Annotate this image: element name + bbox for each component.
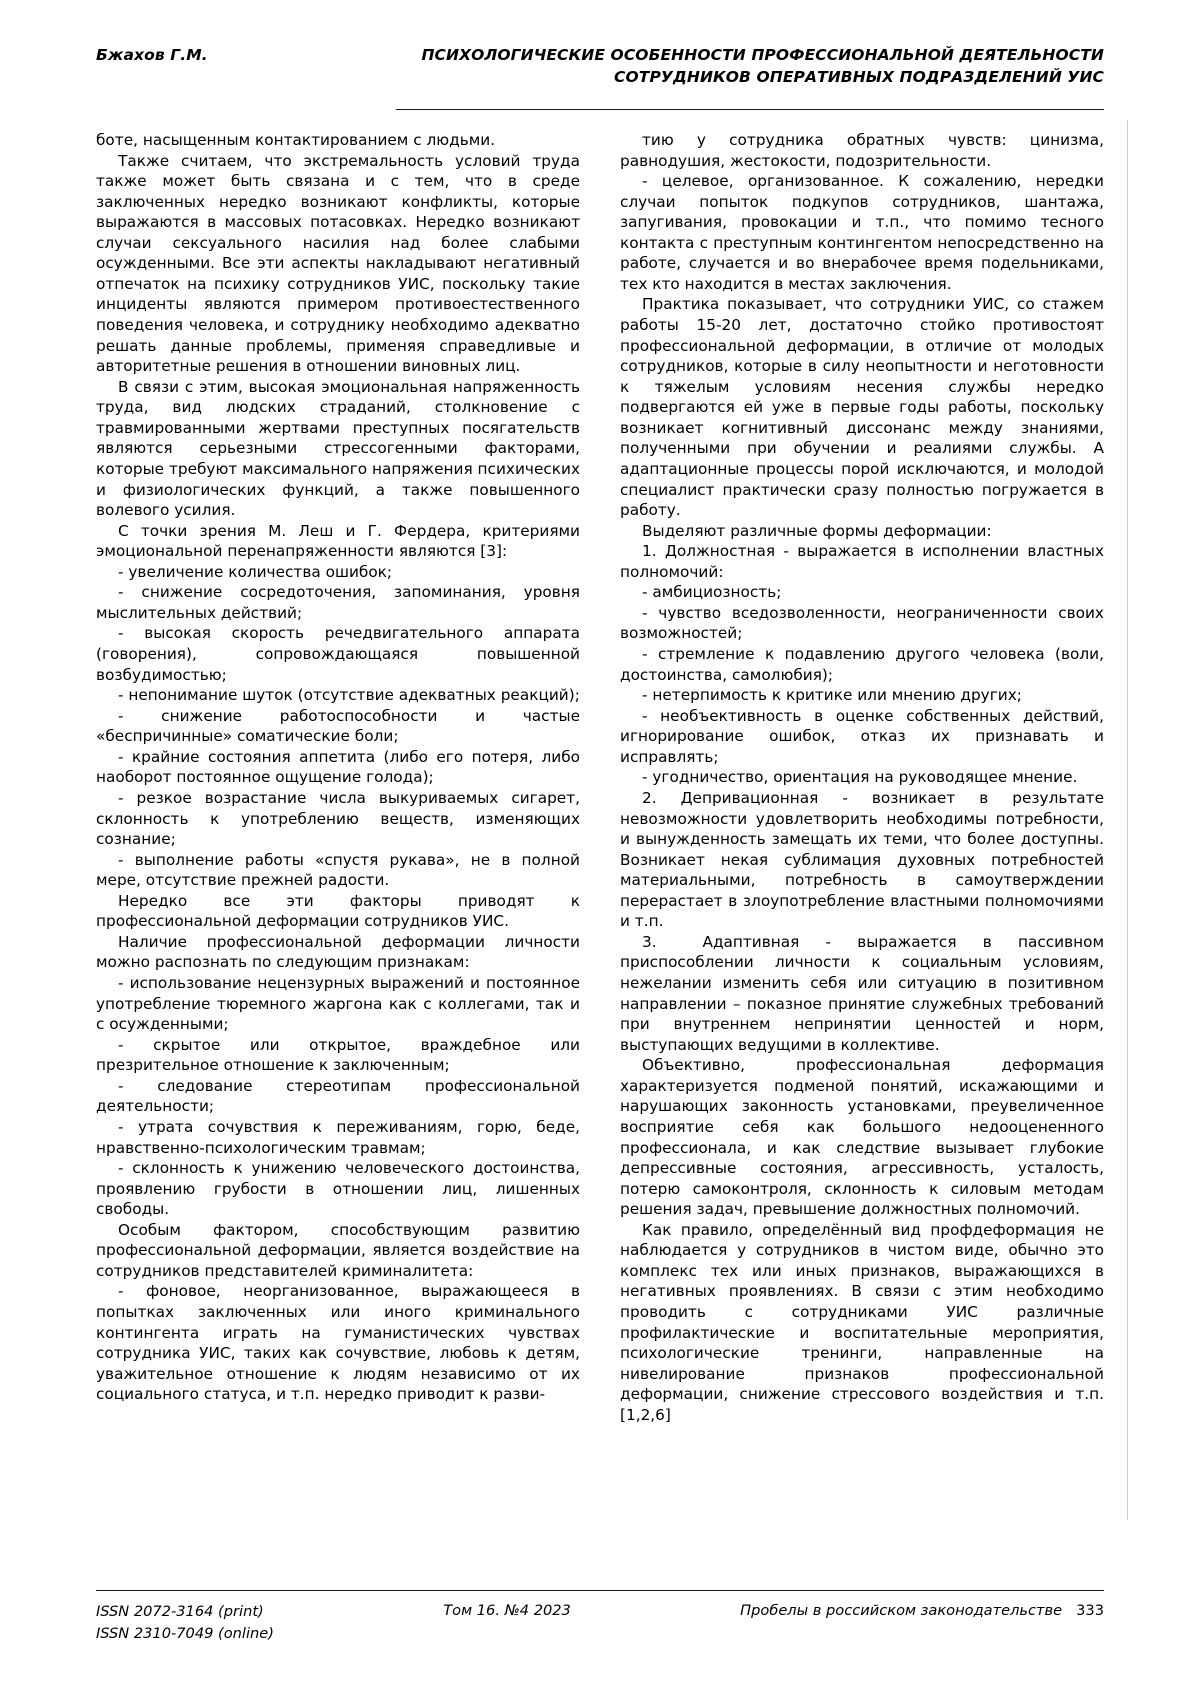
paragraph: Нередко все эти факторы приводят к профессиональной деформации сотрудников УИС. — [96, 891, 580, 931]
paragraph: - снижение работоспособности и частые «беспричинные» соматические боли; — [96, 706, 580, 746]
paragraph: - утрата сочувствия к переживаниям, горю, беде, нравственно-психологическим травмам; — [96, 1117, 580, 1157]
paragraph: - выполнение работы «спустя рукава», не в полной мере, отсутствие прежней радости. — [96, 850, 580, 890]
header-title-line-1: ПСИХОЛОГИЧЕСКИЕ ОСОБЕННОСТИ ПРОФЕССИОНАЛЬНОЙ ДЕЯТЕЛЬНОСТИ — [421, 46, 1104, 64]
paragraph: - резкое возрастание числа выкуриваемых сигарет, склонность к употреблению веществ, изменяющих сознание; — [96, 788, 580, 849]
header-title — [421, 44, 1104, 89]
header-title-line-2: СОТРУДНИКОВ ОПЕРАТИВНЫХ ПОДРАЗДЕЛЕНИЙ УИС — [614, 68, 1104, 87]
left-column — [96, 130, 580, 1490]
issn-print: ISSN 2072-3164 (print) — [96, 1603, 264, 1621]
right-column — [620, 130, 1104, 1490]
paragraph: С точки зрения М. Леш и Г. Фердера, критериями эмоциональной перенапряженности являются [3]: — [96, 521, 580, 561]
paragraph: 3. Адаптивная - выражается в пассивном приспособлении личности к социальным условиям, нежелании изменить себя или ситуацию в позитивном направлении – показное принятие служебных требований при внутреннем непринятии ценностей и норм, выступающих ведущими в коллективе. — [620, 932, 1104, 1054]
trim-mark-edge — [1127, 120, 1128, 1520]
issn-block — [96, 1601, 274, 1645]
issn-online: ISSN 2310-7049 (online) — [96, 1625, 274, 1643]
paragraph: Особым фактором, способствующим развитию профессиональной деформации, является воздействие на сотрудников представителей криминалитета: — [96, 1220, 580, 1280]
paragraph: Выделяют различные формы деформации: — [642, 521, 992, 540]
paragraph: боте, насыщенным контактированием с людьми. — [96, 130, 496, 149]
paragraph: - чувство вседозволенности, неограниченности своих возможностей; — [620, 603, 1104, 643]
paragraph: - стремление к подавлению другого человека (воли, достоинства, самолюбия); — [620, 645, 1104, 684]
footer-divider — [96, 1590, 1104, 1591]
footer-row — [96, 1601, 1104, 1645]
paragraph: - следование стереотипам профессиональной деятельности; — [96, 1076, 580, 1116]
header-author: Бжахов Г.М. — [96, 46, 208, 64]
paragraph: Объективно, профессиональная деформация характеризуется подменой понятий, искажающими и нарушающих законность установками, преувеличенное восприятие себя как большого недооцененного профессионала, и как следствие вызывает глубокие депрессивные состояния, агрессивность, усталость, потерю самоконтроля, склонность к силовым методам решения задач, превышение должностных полномочий. — [620, 1056, 1104, 1219]
volume-info: Том 16. №4 2023 — [443, 1602, 571, 1620]
paragraph: - целевое, организованное. К сожалению, нередки случаи попыток подкупов сотрудников, шантажа, запугивания, провокации и т.п., что помимо тесного контакта с преступным контингентом непосредственно на работе, случается и во внерабочее время подельниками, тех кто находится в местах заключения. — [620, 172, 1104, 293]
paragraph: 1. Должностная - выражается в исполнении властных полномочий: — [620, 542, 1104, 581]
page-header — [96, 44, 1104, 99]
header-rule-wrap — [96, 109, 1104, 110]
paragraph: - фоновое, неорганизованное, выражающееся в попытках заключенных или иного криминального контингента играть на гуманистических чувствах сотрудника УИС, таких как сочувствие, любовь к детям, уважительное отношение к людям независимо от их социального статуса, и т.п. нередко приводит к разви- — [96, 1282, 580, 1404]
body-columns — [96, 130, 1104, 1490]
journal-name: Пробелы в российском законодательстве — [740, 1602, 1063, 1620]
paragraph: В связи с этим, высокая эмоциональная напряженность труда, вид людских страданий, столкновение с травмированными жертвами преступных посягательств являются серьезными стрессогенными факторами, которые требуют максимального напряжения психических и физиологических функций, а также повышенного волевого усилия. — [96, 377, 580, 520]
paragraph: Наличие профессиональной деформации личности можно распознать по следующим признакам: — [96, 932, 580, 972]
page-number: 333 — [1076, 1602, 1104, 1620]
paragraph: - снижение сосредоточения, запоминания, уровня мыслительных действий; — [96, 583, 580, 622]
header-divider — [396, 109, 1104, 110]
paragraph: - увеличение количества ошибок; — [118, 562, 393, 581]
paragraph: - непонимание шуток (отсутствие адекватных реакций); — [118, 686, 580, 705]
footer-right — [740, 1601, 1104, 1619]
paragraph: - использование нецензурных выражений и постоянное употребление тюремного жаргона как с коллегами, так и с осужденными; — [96, 974, 580, 1034]
paragraph: - высокая скорость речедвигательного аппарата (говорения), сопровождающаяся повышенной возбудимостью; — [96, 624, 580, 684]
paragraph: - склонность к унижению человеческого достоинства, проявлению грубости в отношении лиц, лишенных свободы. — [96, 1159, 580, 1219]
paragraph: Также считаем, что экстремальность условий труда также может быть связана и с тем, что в среде заключенных нередко возникают конфликты, которые выражаются в массовых потасовках. Нередко возникают случаи сексуального насилия над более слабыми осужденными. Все эти аспекты накладывают негативный отпечаток на психику сотрудников УИС, поскольку такие инциденты являются примером противоестественного поведения человека, и сотруднику необходимо адекватно решать данные проблемы, применяя справедливые и авторитетные решения в отношении виновных лиц. — [96, 151, 580, 376]
paragraph: - амбициозность; — [642, 583, 782, 602]
paragraph: - скрытое или открытое, враждебное или презрительное отношение к заключенным; — [96, 1035, 580, 1075]
paragraph: 2. Депривационная - возникает в результате невозможности удовлетворить необходимы потребности, и вынужденность замещать их теми, что более доступны. Возникает некая сублимация духовных потребностей материальными, потребность в самоутверждении перерастает в злоупотребление властными полномочиями и т.п. — [620, 788, 1104, 931]
paragraph: - необъективность в оценке собственных действий, игнорирование ошибок, отказ их признавать и исправлять; — [620, 706, 1104, 766]
paragraph: тию у сотрудника обратных чувств: цинизма, равнодушия, жестокости, подозрительности. — [620, 130, 1104, 170]
paragraph: - нетерпимость к критике или мнению других; — [642, 686, 1022, 705]
page-footer — [96, 1590, 1104, 1645]
paragraph: Как правило, определённый вид профдеформация не наблюдается у сотрудников в чистом виде, обычно это комплекс тех или иных признаков, выражающихся в негативных проявлениях. В связи с этим необходимо проводить с сотрудниками УИС различные профилактические и воспитательные мероприятия, психологические тренинги, направленные на нивелирование признаков профессиональной деформации, снижение стрессового воздействия и т.п. [1,2,6] — [620, 1220, 1104, 1424]
paragraph: Практика показывает, что сотрудники УИС, со стажем работы 15-20 лет, достаточно стойко противостоят профессиональной деформации, в отличие от молодых сотрудников, которые в силу неопытности и неготовности к тяжелым условиям несения службы нередко подвергаются ей уже в первые годы работы, поскольку возникает когнитивный диссонанс между знаниями, полученными при обучении и реалиями службы. А адаптационные процессы порой исключаются, и молодой специалист практически сразу полностью погружается в работу. — [620, 295, 1104, 520]
paragraph: - угодничество, ориентация на руководящее мнение. — [642, 768, 1078, 787]
paragraph: - крайние состояния аппетита (либо его потеря, либо наоборот постоянное ощущение голода); — [96, 747, 580, 787]
